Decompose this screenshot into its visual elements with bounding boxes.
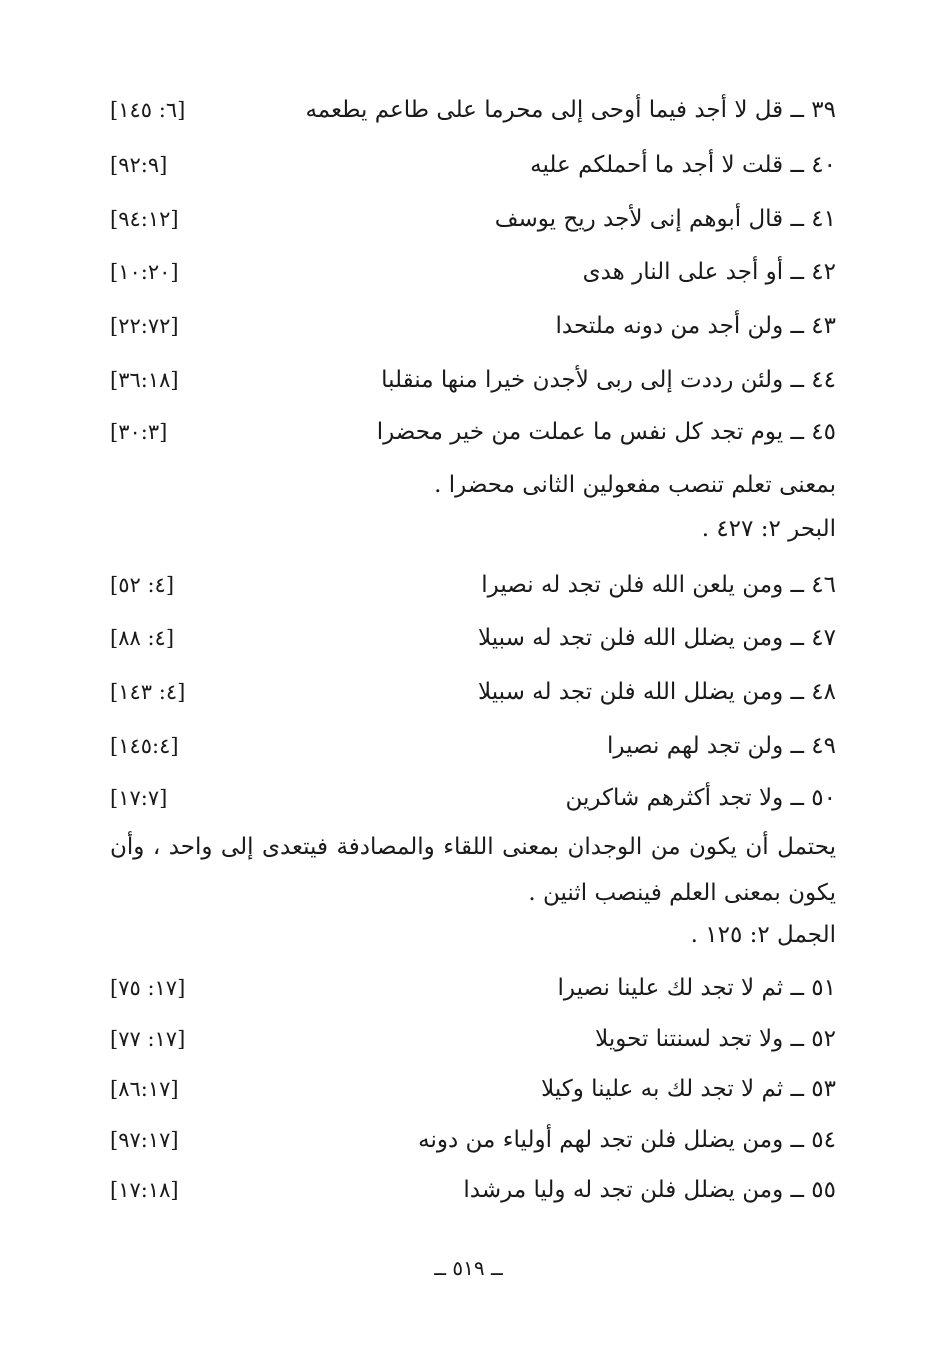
verse-text: ٤٥ ــ يوم تجد كل نفس ما عملت من خير محضرا bbox=[376, 419, 836, 445]
verse-reference: [٩٤:١٢] bbox=[110, 207, 179, 231]
verse-text: ٣٩ ــ قل لا أجد فيما أوحى إلى محرما على طاعم يطعمه bbox=[305, 97, 836, 123]
page-number: ــ ٥١٩ ــ bbox=[434, 1256, 503, 1280]
verse-row-44 bbox=[110, 358, 836, 402]
verse-row-45 bbox=[110, 410, 836, 454]
verse-row-48 bbox=[110, 670, 836, 714]
verse-reference: [٩٢:٩] bbox=[110, 153, 168, 177]
verse-row-54 bbox=[110, 1118, 836, 1162]
verse-reference: [١٧: ٧٧] bbox=[110, 1027, 186, 1051]
verse-reference: [٨٦:١٧] bbox=[110, 1077, 179, 1101]
note-line: يكون بمعنى العلم فينصب اثنين . bbox=[528, 880, 836, 906]
note-line: يحتمل أن يكون من الوجدان بمعنى اللقاء والمصادفة فيتعدى إلى واحد ، وأن bbox=[110, 834, 836, 860]
verse-reference: [١٧: ٧٥] bbox=[110, 976, 186, 1000]
verse-text: ٤٣ ــ ولن أجد من دونه ملتحدا bbox=[555, 313, 836, 339]
verse-text: ٤٩ ــ ولن تجد لهم نصيرا bbox=[607, 733, 836, 759]
verse-text: ٥١ ــ ثم لا تجد لك علينا نصيرا bbox=[557, 975, 836, 1001]
note-line: بمعنى تعلم تنصب مفعولين الثانى محضرا . bbox=[434, 472, 836, 498]
verse-reference: [٢٢:٧٢] bbox=[110, 314, 179, 338]
verse-reference: [٩٧:١٧] bbox=[110, 1128, 179, 1152]
verse-text: ٤٦ ــ ومن يلعن الله فلن تجد له نصيرا bbox=[481, 572, 836, 598]
verse-text: ٤٨ ــ ومن يضلل الله فلن تجد له سبيلا bbox=[478, 679, 836, 705]
verse-reference: [١٧:١٨] bbox=[110, 1178, 179, 1202]
verse-text: ٥٤ ــ ومن يضلل فلن تجد لهم أولياء من دونه bbox=[418, 1127, 836, 1153]
verse-reference: [١٧:٧] bbox=[110, 786, 168, 810]
verse-row-52 bbox=[110, 1017, 836, 1061]
verse-text: ٥٢ ــ ولا تجد لسنتنا تحويلا bbox=[595, 1026, 836, 1052]
verse-text: ٤٤ ــ ولئن رددت إلى ربى لأجدن خيرا منها منقلبا bbox=[381, 367, 836, 393]
verse-reference: [١٤٥:٤] bbox=[110, 734, 179, 758]
verse-row-41 bbox=[110, 197, 836, 241]
verse-reference: [٦: ١٤٥] bbox=[110, 98, 186, 122]
verse-reference: [٤: ٨٨] bbox=[110, 626, 175, 650]
verse-row-53 bbox=[110, 1067, 836, 1111]
note-citation: البحر ٢: ٤٢٧ . bbox=[701, 516, 836, 542]
verse-reference: [٤: ٥٢] bbox=[110, 573, 175, 597]
verse-row-43 bbox=[110, 304, 836, 348]
verse-row-50 bbox=[110, 776, 836, 820]
verse-text: ٤٢ ــ أو أجد على النار هدى bbox=[582, 259, 836, 285]
verse-row-55 bbox=[110, 1168, 836, 1212]
verse-text: ٥٠ ــ ولا تجد أكثرهم شاكرين bbox=[565, 785, 836, 811]
verse-row-39 bbox=[110, 88, 836, 132]
verse-row-40 bbox=[110, 143, 836, 187]
verse-text: ٤١ ــ قال أبوهم إنى لأجد ريح يوسف bbox=[494, 206, 836, 232]
verse-row-49 bbox=[110, 724, 836, 768]
verse-reference: [١٠:٢٠] bbox=[110, 260, 179, 284]
verse-reference: [٤: ١٤٣] bbox=[110, 680, 186, 704]
verse-reference: [٣٠:٣] bbox=[110, 420, 168, 444]
verse-text: ٤٠ ــ قلت لا أجد ما أحملكم عليه bbox=[530, 152, 836, 178]
page-body bbox=[110, 84, 836, 1284]
verse-row-42 bbox=[110, 250, 836, 294]
note-citation: الجمل ٢: ١٢٥ . bbox=[690, 922, 836, 948]
verse-text: ٤٧ ــ ومن يضلل الله فلن تجد له سبيلا bbox=[478, 625, 836, 651]
verse-text: ٥٣ ــ ثم لا تجد لك به علينا وكيلا bbox=[541, 1076, 836, 1102]
verse-row-51 bbox=[110, 966, 836, 1010]
verse-text: ٥٥ ــ ومن يضلل فلن تجد له وليا مرشدا bbox=[463, 1177, 836, 1203]
verse-reference: [٣٦:١٨] bbox=[110, 368, 179, 392]
verse-row-46 bbox=[110, 563, 836, 607]
verse-row-47 bbox=[110, 616, 836, 660]
